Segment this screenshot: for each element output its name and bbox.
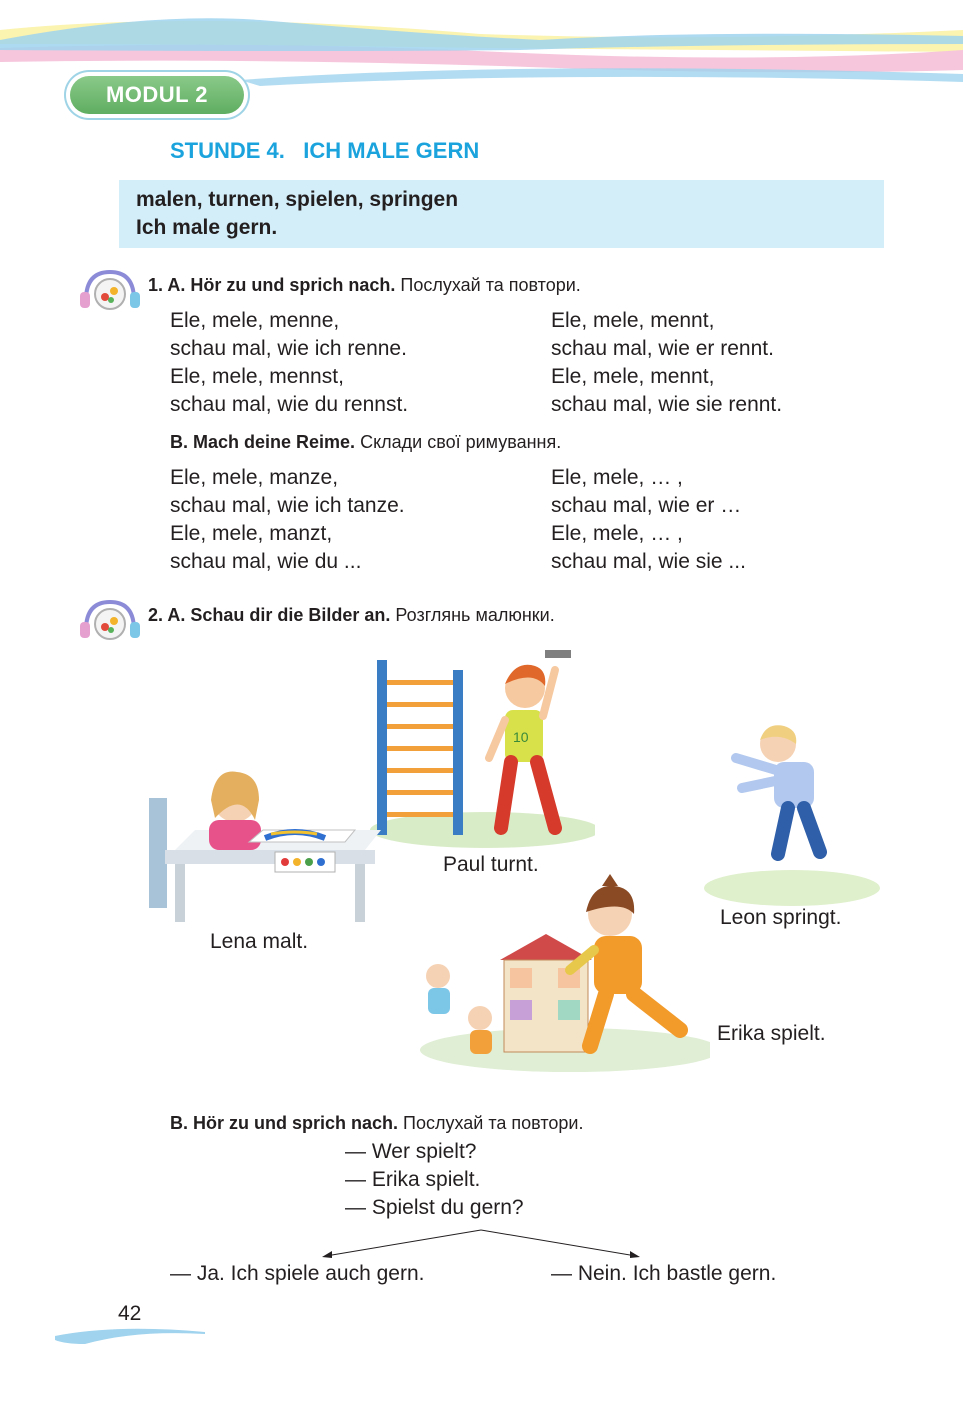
- audio-headphones-icon[interactable]: [78, 266, 142, 316]
- leon-illustration: [700, 718, 880, 908]
- answer-no: — Nein. Ich bastle gern.: [551, 1262, 777, 1285]
- rhyme-line: Ele, mele, mennt,: [551, 365, 715, 388]
- exercise-2a-translation: Розглянь малюнки.: [395, 605, 555, 625]
- rhyme-line: Ele, mele, menne,: [170, 309, 340, 332]
- exercise-2a-label: 2. A. Schau dir die Bilder an.: [148, 605, 391, 625]
- module-badge: [66, 72, 248, 118]
- reime-line: Ele, mele, … ,: [551, 522, 683, 545]
- rhyme-line: schau mal, wie du rennst.: [170, 393, 409, 416]
- paul-illustration: [355, 640, 595, 850]
- branch-arrows: [318, 1226, 644, 1262]
- reime-line: Ele, mele, manzt,: [170, 522, 333, 545]
- footer-wave: [55, 1322, 205, 1346]
- exercise-2b-translation: Послухай та повтори.: [403, 1113, 584, 1133]
- dialog-line: — Wer spielt?: [345, 1140, 477, 1163]
- dialog-line: — Erika spielt.: [345, 1168, 481, 1191]
- lena-illustration: [145, 760, 385, 925]
- reime-right-column: [551, 464, 746, 576]
- audio-headphones-icon[interactable]: [78, 596, 142, 646]
- exercise-2b-instruction: [170, 1113, 583, 1134]
- reime-left-column: [170, 464, 405, 576]
- reime-line: schau mal, wie er …: [551, 494, 742, 517]
- caption-leon: Leon springt.: [720, 906, 842, 929]
- rhyme-left-column: [170, 307, 408, 419]
- vocabulary-verbs: malen, turnen, spielen, springen: [136, 188, 459, 211]
- exercise-1b-translation: Склади свої римування.: [360, 432, 562, 452]
- dialog-line: — Spielst du gern?: [345, 1196, 524, 1219]
- exercise-1b-instruction: [170, 432, 561, 453]
- exercise-1a-instruction: [148, 275, 581, 296]
- vocabulary-box: [119, 180, 884, 248]
- answer-yes: — Ja. Ich spiele auch gern.: [170, 1262, 425, 1285]
- exercise-2a-instruction: [148, 605, 555, 626]
- exercise-1a-label: 1. A. Hör zu und sprich nach.: [148, 275, 396, 295]
- rhyme-line: Ele, mele, mennst,: [170, 365, 344, 388]
- caption-paul: Paul turnt.: [443, 853, 539, 876]
- erika-illustration: [410, 870, 710, 1075]
- rhyme-line: schau mal, wie er rennt.: [551, 337, 774, 360]
- reime-line: schau mal, wie ich tanze.: [170, 494, 405, 517]
- page-number: 42: [118, 1302, 142, 1325]
- dialog: [345, 1138, 524, 1222]
- caption-erika: Erika spielt.: [717, 1022, 826, 1045]
- vocabulary-phrase: Ich male gern.: [136, 216, 278, 239]
- exercise-2b-label: B. Hör zu und sprich nach.: [170, 1113, 399, 1133]
- rhyme-right-column: [551, 307, 782, 419]
- caption-lena: Lena malt.: [210, 930, 309, 953]
- rhyme-line: Ele, mele, mennt,: [551, 309, 715, 332]
- reime-line: schau mal, wie sie ...: [551, 550, 746, 573]
- rhyme-line: schau mal, wie ich renne.: [170, 337, 407, 360]
- exercise-1a-translation: Послухай та повтори.: [400, 275, 581, 295]
- svg-text:10: 10: [513, 729, 529, 745]
- reime-line: Ele, mele, … ,: [551, 466, 683, 489]
- module-label: MODUL 2: [70, 76, 244, 114]
- lesson-title: STUNDE 4. ICH MALE GERN: [170, 138, 480, 163]
- reime-line: schau mal, wie du ...: [170, 550, 362, 573]
- reime-line: Ele, mele, manze,: [170, 466, 339, 489]
- exercise-1b-label: B. Mach deine Reime.: [170, 432, 356, 452]
- rhyme-line: schau mal, wie sie rennt.: [551, 393, 783, 416]
